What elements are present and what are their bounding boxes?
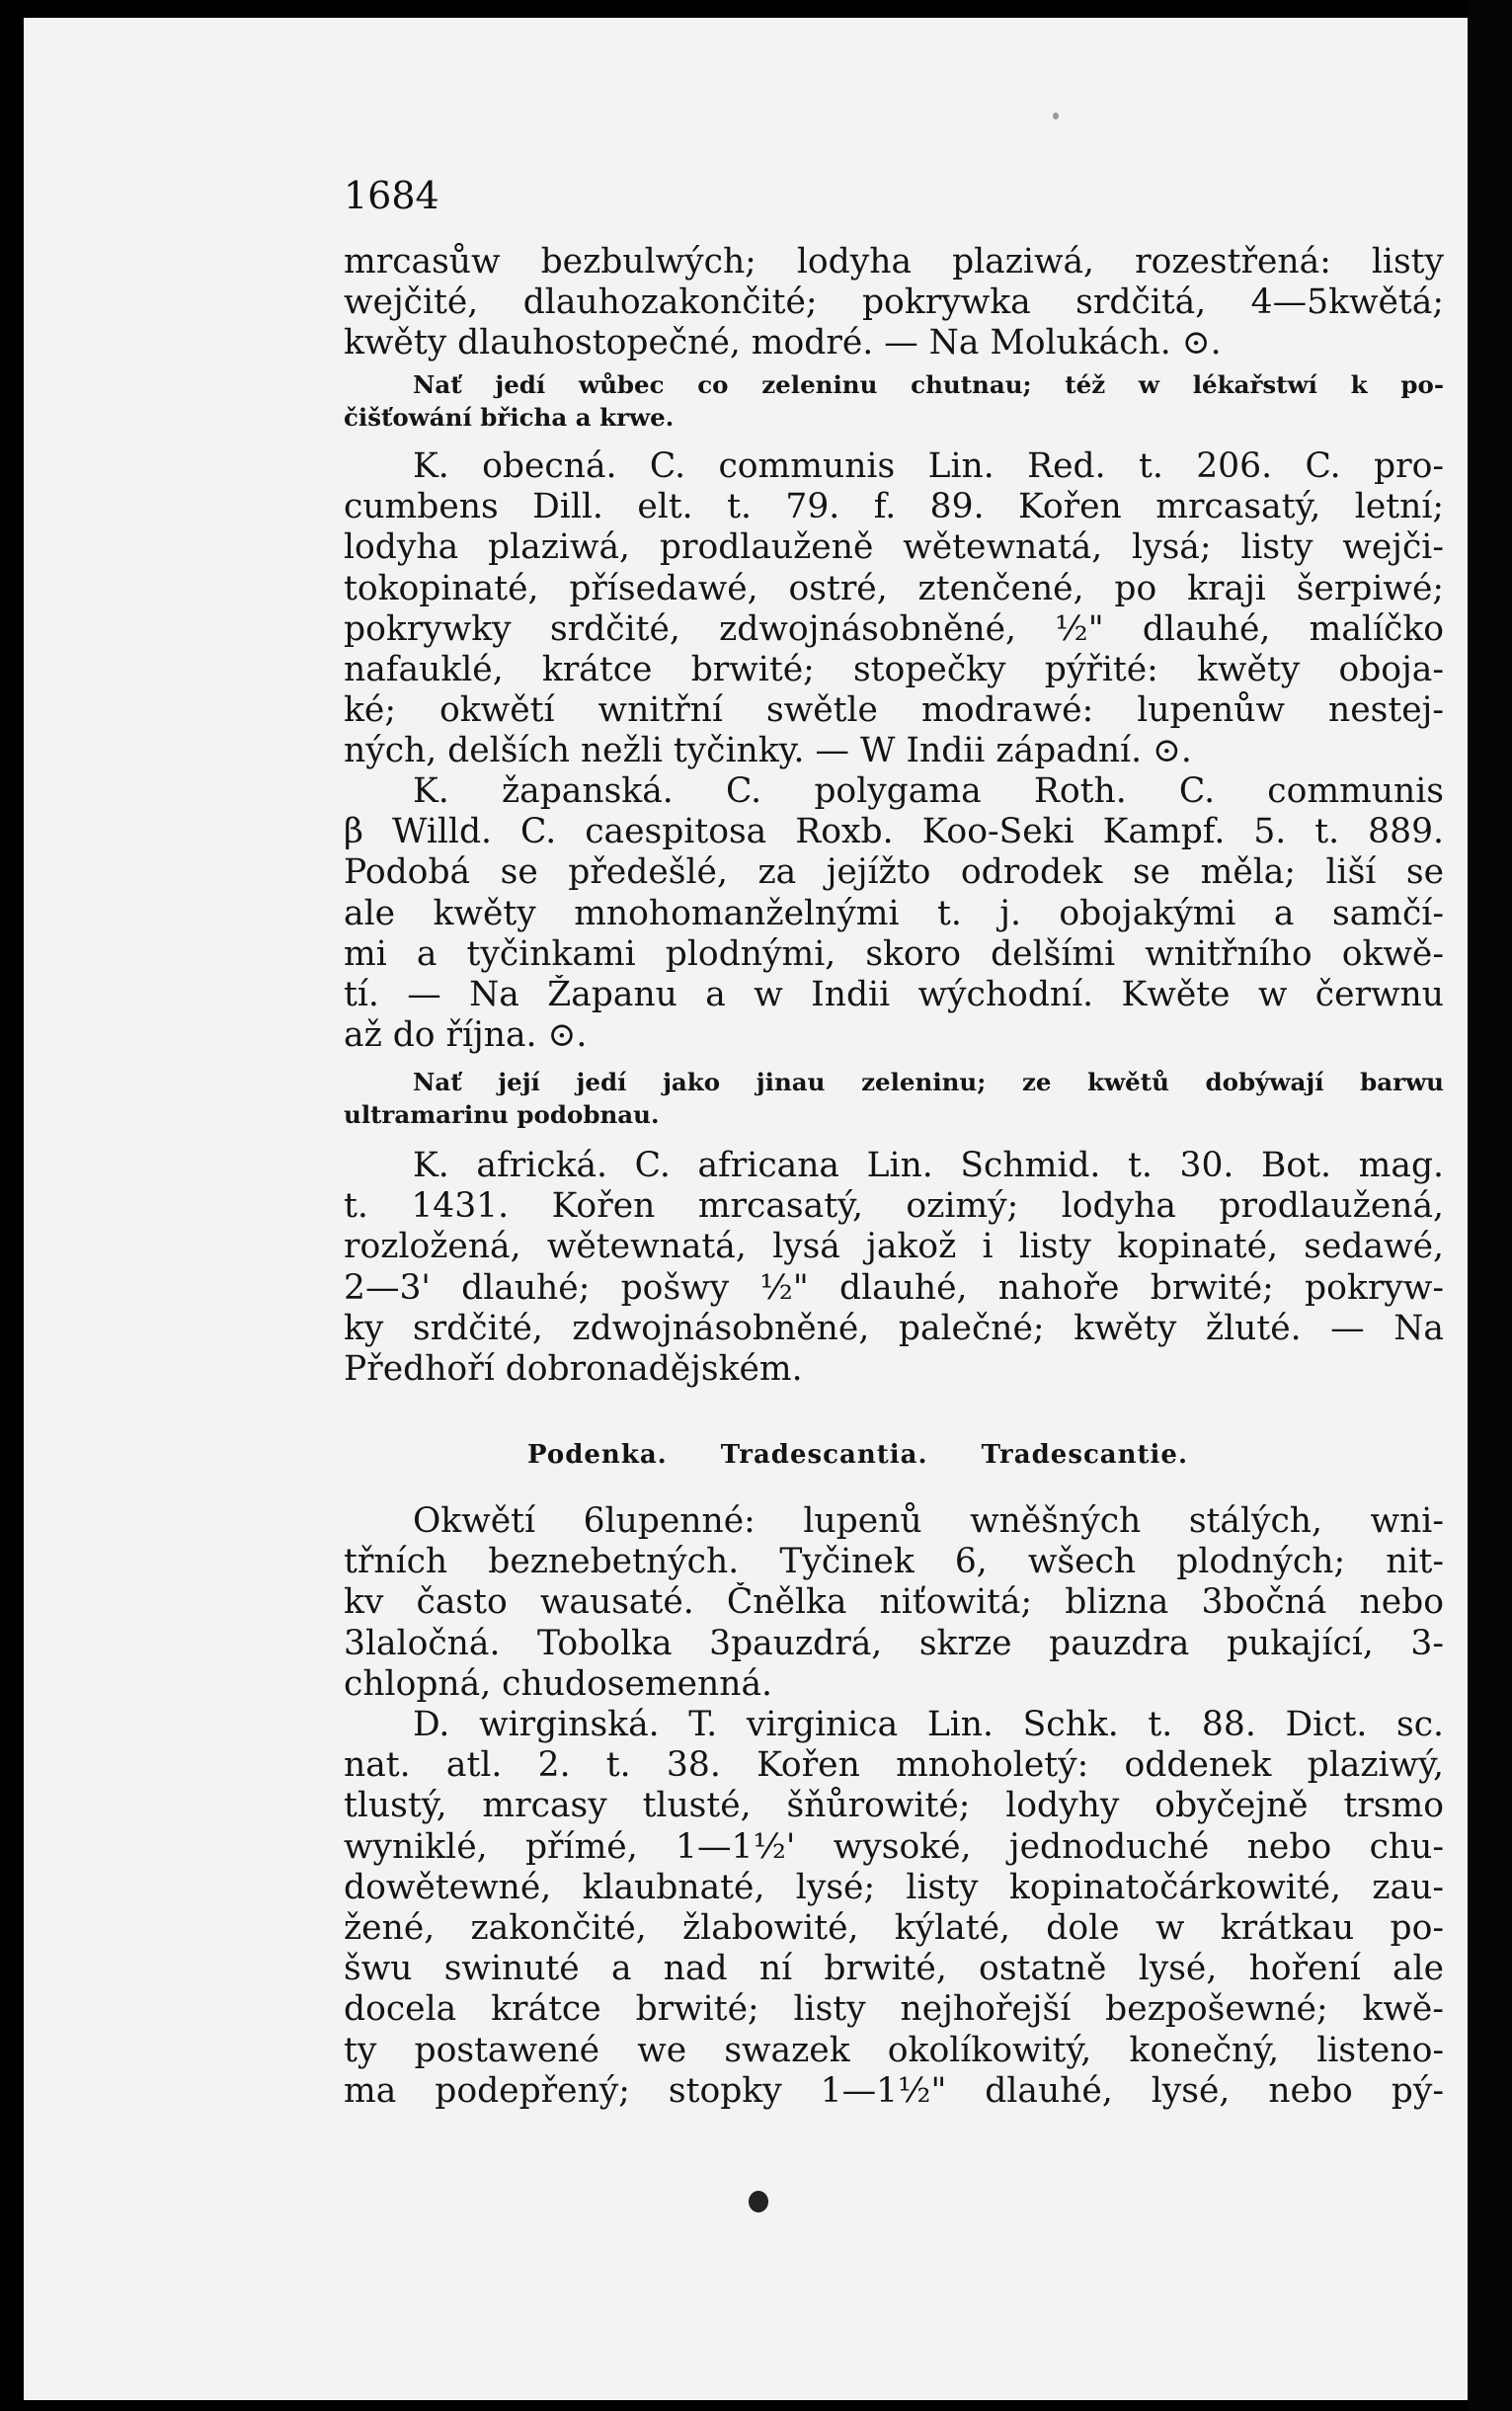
text-line: Okwětí 6lupenné: lupenů wněšných stálých, wni- (413, 1501, 1444, 1541)
heading-czech-alt: Tradescantie. (981, 1440, 1189, 1470)
text-line: ty postawené we swazek okolíkowitý, konečný, listeno- (344, 2030, 1444, 2070)
text-line: 3laločná. Tobolka 3pauzdrá, skrze pauzdra pukající, 3- (344, 1623, 1444, 1663)
paragraph-2 (344, 446, 1444, 772)
text-line: rozložená, wětewnatá, lysá jakož i listy kopinaté, sedawé, (344, 1227, 1444, 1267)
text-line: ma podepřený; stopky 1—1½" dlauhé, lysé, nebo pý- (344, 2070, 1444, 2111)
note-1 (344, 368, 1444, 434)
text-line: t. 1431. Kořen mrcasatý, ozimý; lodyha prodlaužená, (344, 1186, 1444, 1227)
text-line: K. žapanská. C. polygama Roth. C. communis (413, 771, 1444, 811)
note-line: ultramarinu podobnau. (344, 1100, 660, 1129)
ink-speck (749, 2191, 768, 2212)
text-line: K. obecná. C. communis Lin. Red. t. 206. C. pro- (413, 446, 1444, 486)
note-2 (344, 1066, 1444, 1131)
text-line: chlopná, chudosemenná. (344, 1663, 772, 1704)
text-line: třních beznebetných. Tyčinek 6, wšech plodných; nit- (344, 1542, 1444, 1582)
text-line: pokrywky srdčité, zdwojnásobněné, ½" dlauhé, malíčko (344, 608, 1444, 649)
text-line: β Willd. C. caespitosa Roxb. Koo-Seki Kampf. 5. t. 889. (344, 812, 1444, 852)
note-line: Nať jedí wůbec co zeleninu chutnau; též w lékařstwí k po- (413, 370, 1444, 399)
text-line: Předhoří dobronadějském. (344, 1348, 803, 1389)
section-heading (527, 1440, 1232, 1470)
text-line: lodyha plaziwá, prodlauženě wětewnatá, lysá; listy wejči- (344, 527, 1444, 568)
text-line: ale kwěty mnohomanželnými t. j. obojakými a samčí- (344, 893, 1444, 933)
text-line: kwěty dlauhostopečné, modré. — Na Molukách. ⊙. (344, 323, 1222, 363)
paragraph-6 (344, 1705, 1444, 2112)
text-line: nafauklé, krátce brwité; stopečky pýřité: kwěty oboja- (344, 649, 1444, 689)
text-line: cumbens Dill. elt. t. 79. f. 89. Kořen mrcasatý, letní; (344, 487, 1444, 527)
ink-speck (1053, 113, 1059, 120)
paragraph-3 (344, 771, 1444, 1056)
note-line: čišťowání břicha a krwe. (344, 403, 675, 432)
text-line: nat. atl. 2. t. 38. Kořen mnoholetý: oddenek plaziwý, (344, 1745, 1444, 1786)
text-line: wyniklé, přímé, 1—1½' wysoké, jednoduché nebo chu- (344, 1826, 1444, 1867)
text-line: dowětewné, klaubnaté, lysé; listy kopinatočárkowité, zau- (344, 1867, 1444, 1907)
text-line: mrcasůw bezbulwých; lodyha plaziwá, rozestřená: listy (344, 242, 1444, 281)
scan-border (1468, 0, 1512, 2411)
paragraph-4 (344, 1146, 1444, 1390)
paragraph-5 (344, 1501, 1444, 1705)
text-line: až do října. ⊙. (344, 1015, 588, 1056)
page-number: 1684 (344, 174, 439, 217)
text-line: ké; okwětí wnitřní swětle modrawé: lupenůw nestej- (344, 690, 1444, 731)
text-line: kv často wausaté. Čnělka niťowitá; blizna 3bočná nebo (344, 1582, 1444, 1623)
text-line: K. africká. C. africana Lin. Schmid. t. 30. Bot. mag. (413, 1146, 1444, 1185)
text-line: tlustý, mrcasy tlusté, šňůrowité; lodyhy obyčejně trsmo (344, 1786, 1444, 1826)
text-line: D. wirginská. T. virginica Lin. Schk. t. 88. Dict. sc. (413, 1705, 1444, 1744)
heading-czech-genus: Podenka. (527, 1440, 668, 1470)
text-line: žené, zakončité, žlabowité, kýlaté, dole w krátkau po- (344, 1907, 1444, 1948)
text-line: docela krátce brwité; listy nejhořejší bezpošewné; kwě- (344, 1989, 1444, 2030)
text-line: mi a tyčinkami plodnými, skoro delšími wnitřního okwě- (344, 933, 1444, 974)
book-page (24, 18, 1468, 2400)
text-line: ky srdčité, zdwojnásobněné, palečné; kwěty žluté. — Na (344, 1308, 1444, 1348)
text-line: wejčité, dlauhozakončité; pokrywka srdčitá, 4—5kwětá; (344, 282, 1444, 323)
note-line: Nať její jedí jako jinau zeleninu; ze kwětů dobýwají barwu (413, 1068, 1444, 1096)
text-line: 2—3' dlauhé; pošwy ½" dlauhé, nahoře brwité; pokryw- (344, 1267, 1444, 1308)
text-line: Podobá se předešlé, za jejížto odrodek se měla; liší se (344, 852, 1444, 893)
paragraph-1 (344, 242, 1444, 364)
text-line: šwu swinuté a nad ní brwité, ostatně lysé, hoření ale (344, 1949, 1444, 1989)
text-line: tokopinaté, přísedawé, ostré, ztenčené, po kraji šerpiwé; (344, 568, 1444, 608)
text-line: ných, delších nežli tyčinky. — W Indii západní. ⊙. (344, 731, 1192, 771)
text-line: tí. — Na Žapanu a w Indii wýchodní. Kwěte w čerwnu (344, 974, 1444, 1014)
heading-latin-genus: Tradescantia. (720, 1440, 928, 1470)
